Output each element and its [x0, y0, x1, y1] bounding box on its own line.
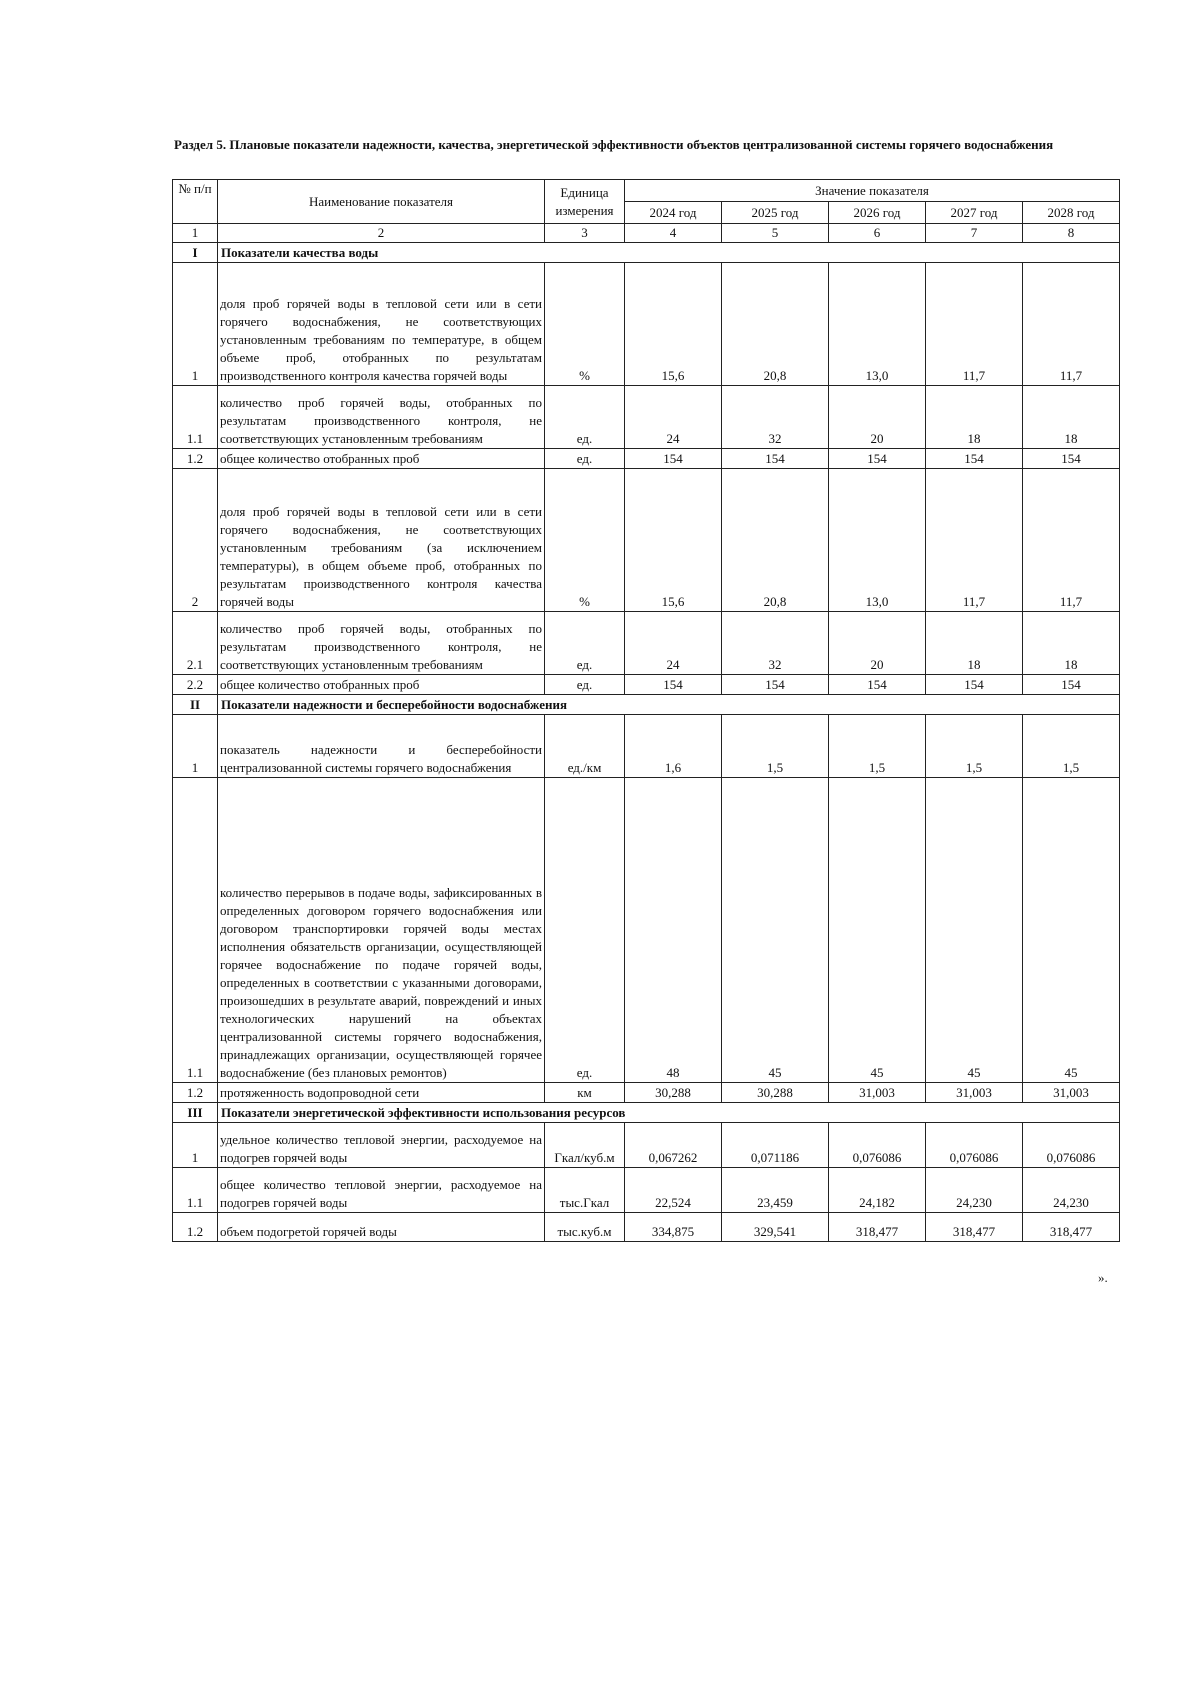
- table-row: [173, 1168, 1120, 1213]
- column-number: 5: [722, 224, 829, 243]
- row-value: 11,7: [1023, 469, 1120, 612]
- row-value: 45: [926, 778, 1023, 1083]
- row-num: 1: [173, 263, 218, 386]
- row-value: 329,541: [722, 1213, 829, 1242]
- row-value: 23,459: [722, 1168, 829, 1213]
- row-name: количество проб горячей воды, отобранных по результатам производственного контроля, не соответствующих установленным требованиям: [218, 612, 545, 675]
- row-value: 318,477: [926, 1213, 1023, 1242]
- row-num: 2: [173, 469, 218, 612]
- row-value: 154: [829, 449, 926, 469]
- row-value: 15,6: [625, 469, 722, 612]
- row-value: 13,0: [829, 263, 926, 386]
- row-name: протяженность водопроводной сети: [218, 1083, 545, 1103]
- table-row: [173, 449, 1120, 469]
- section-title: Показатели энергетической эффективности использования ресурсов: [218, 1103, 625, 1123]
- row-value: 0,076086: [1023, 1123, 1120, 1168]
- row-unit: ед.: [545, 386, 625, 449]
- row-value: 11,7: [926, 469, 1023, 612]
- row-unit: ед./км: [545, 715, 625, 778]
- row-value: 24,182: [829, 1168, 926, 1213]
- section-title: Показатели надежности и бесперебойности водоснабжения: [218, 695, 625, 715]
- table-row: [173, 469, 1120, 612]
- row-value: 11,7: [926, 263, 1023, 386]
- row-value: 318,477: [1023, 1213, 1120, 1242]
- row-value: 20: [829, 612, 926, 675]
- row-name: доля проб горячей воды в тепловой сети или в сети горячего водоснабжения, не соответствующих установленным требованиям (за исключением температуры), в общем объеме проб, отобранных по результатам производственного контроля качества горячей воды: [218, 469, 545, 612]
- header-year: 2024 год: [625, 202, 722, 224]
- column-number: 4: [625, 224, 722, 243]
- row-value: 334,875: [625, 1213, 722, 1242]
- column-number: 6: [829, 224, 926, 243]
- table-row: [173, 1123, 1120, 1168]
- table-row: [173, 675, 1120, 695]
- row-value: 18: [1023, 386, 1120, 449]
- row-name: количество перерывов в подаче воды, зафиксированных в определенных договором горячего водоснабжения или договором транспортировки горячей воды местах исполнения обязательств организации, осуществляющей горячее водоснабжение по подаче горячей воды, определенных в соответствии с указанными договорами, произошедших в результате аварий, повреждений и иных технологических нарушений на объектах централизованной системы горячего водоснабжения, принадлежащих организации, осуществляющей горячее водоснабжение (без плановых ремонтов): [218, 778, 545, 1083]
- row-num: 1.2: [173, 1213, 218, 1242]
- row-value: 154: [625, 675, 722, 695]
- row-name: объем подогретой горячей воды: [218, 1213, 545, 1242]
- row-num: 1: [173, 1123, 218, 1168]
- row-value: 154: [1023, 449, 1120, 469]
- row-unit: км: [545, 1083, 625, 1103]
- row-value: 22,524: [625, 1168, 722, 1213]
- row-num: 1.2: [173, 1083, 218, 1103]
- section-fill: [625, 1103, 1120, 1123]
- row-value: 30,288: [625, 1083, 722, 1103]
- row-unit: тыс.куб.м: [545, 1213, 625, 1242]
- row-value: 30,288: [722, 1083, 829, 1103]
- indicators-table: [172, 179, 1120, 1242]
- row-num: 1: [173, 715, 218, 778]
- section-row: [173, 1103, 1120, 1123]
- row-value: 15,6: [625, 263, 722, 386]
- header-unit: Единица измерения: [545, 180, 625, 224]
- row-name: общее количество отобранных проб: [218, 449, 545, 469]
- row-value: 31,003: [829, 1083, 926, 1103]
- row-value: 154: [722, 449, 829, 469]
- row-name: общее количество отобранных проб: [218, 675, 545, 695]
- header-year: 2026 год: [829, 202, 926, 224]
- row-value: 20,8: [722, 263, 829, 386]
- row-value: 154: [926, 449, 1023, 469]
- row-unit: ед.: [545, 675, 625, 695]
- row-value: 1,5: [829, 715, 926, 778]
- row-value: 32: [722, 612, 829, 675]
- row-value: 154: [625, 449, 722, 469]
- row-unit: ед.: [545, 778, 625, 1083]
- row-value: 1,5: [926, 715, 1023, 778]
- row-value: 20: [829, 386, 926, 449]
- row-num: 1.1: [173, 778, 218, 1083]
- row-value: 18: [926, 612, 1023, 675]
- column-number: 2: [218, 224, 545, 243]
- header-year: 2028 год: [1023, 202, 1120, 224]
- table-row: [173, 778, 1120, 1083]
- table-row: [173, 386, 1120, 449]
- table-row: [173, 715, 1120, 778]
- row-value: 45: [1023, 778, 1120, 1083]
- row-value: 48: [625, 778, 722, 1083]
- row-value: 154: [1023, 675, 1120, 695]
- section-num: II: [173, 695, 218, 715]
- row-value: 0,067262: [625, 1123, 722, 1168]
- row-value: 20,8: [722, 469, 829, 612]
- section-title: Показатели качества воды: [218, 243, 625, 263]
- section-title: Раздел 5. Плановые показатели надежности, качества, энергетической эффективности объектов централизованной системы горячего водоснабжения: [174, 137, 1054, 152]
- row-value: 154: [722, 675, 829, 695]
- row-value: 45: [829, 778, 926, 1083]
- section-row: [173, 243, 1120, 263]
- section-fill: [625, 695, 1120, 715]
- section-num: III: [173, 1103, 218, 1123]
- row-value: 11,7: [1023, 263, 1120, 386]
- row-unit: ед.: [545, 449, 625, 469]
- closing-quote: ».: [1098, 1270, 1108, 1285]
- row-unit: %: [545, 263, 625, 386]
- row-name: удельное количество тепловой энергии, расходуемое на подогрев горячей воды: [218, 1123, 545, 1168]
- row-name: показатель надежности и бесперебойности централизованной системы горячего водоснабжения: [218, 715, 545, 778]
- row-unit: ед.: [545, 612, 625, 675]
- row-num: 2.1: [173, 612, 218, 675]
- header-num: № п/п: [173, 180, 218, 224]
- row-value: 24,230: [1023, 1168, 1120, 1213]
- row-value: 1,5: [1023, 715, 1120, 778]
- row-value: 1,5: [722, 715, 829, 778]
- row-value: 31,003: [926, 1083, 1023, 1103]
- column-number: 8: [1023, 224, 1120, 243]
- row-num: 1.2: [173, 449, 218, 469]
- row-value: 1,6: [625, 715, 722, 778]
- header-year: 2027 год: [926, 202, 1023, 224]
- row-value: 0,076086: [926, 1123, 1023, 1168]
- row-value: 13,0: [829, 469, 926, 612]
- row-value: 154: [926, 675, 1023, 695]
- row-unit: %: [545, 469, 625, 612]
- row-value: 31,003: [1023, 1083, 1120, 1103]
- row-value: 24: [625, 612, 722, 675]
- table-row: [173, 612, 1120, 675]
- table-row: [173, 263, 1120, 386]
- row-unit: Гкал/куб.м: [545, 1123, 625, 1168]
- row-value: 24,230: [926, 1168, 1023, 1213]
- row-value: 0,076086: [829, 1123, 926, 1168]
- row-unit: тыс.Гкал: [545, 1168, 625, 1213]
- section-fill: [625, 243, 1120, 263]
- row-num: 1.1: [173, 1168, 218, 1213]
- table-row: [173, 1083, 1120, 1103]
- row-num: 2.2: [173, 675, 218, 695]
- row-value: 154: [829, 675, 926, 695]
- column-number: 7: [926, 224, 1023, 243]
- column-number: 1: [173, 224, 218, 243]
- table-row: [173, 1213, 1120, 1242]
- row-value: 18: [926, 386, 1023, 449]
- header-name: Наименование показателя: [218, 180, 545, 224]
- row-name: количество проб горячей воды, отобранных по результатам производственного контроля, не соответствующих установленным требованиям: [218, 386, 545, 449]
- row-value: 0,071186: [722, 1123, 829, 1168]
- row-num: 1.1: [173, 386, 218, 449]
- header-value-group: Значение показателя: [625, 180, 1120, 202]
- section-num: I: [173, 243, 218, 263]
- row-value: 318,477: [829, 1213, 926, 1242]
- row-name: общее количество тепловой энергии, расходуемое на подогрев горячей воды: [218, 1168, 545, 1213]
- row-value: 45: [722, 778, 829, 1083]
- header-year: 2025 год: [722, 202, 829, 224]
- section-row: [173, 695, 1120, 715]
- column-number: 3: [545, 224, 625, 243]
- row-value: 32: [722, 386, 829, 449]
- row-name: доля проб горячей воды в тепловой сети или в сети горячего водоснабжения, не соответствующих установленным требованиям по температуре, в общем объеме проб, отобранных по результатам производственного контроля качества горячей воды: [218, 263, 545, 386]
- row-value: 24: [625, 386, 722, 449]
- row-value: 18: [1023, 612, 1120, 675]
